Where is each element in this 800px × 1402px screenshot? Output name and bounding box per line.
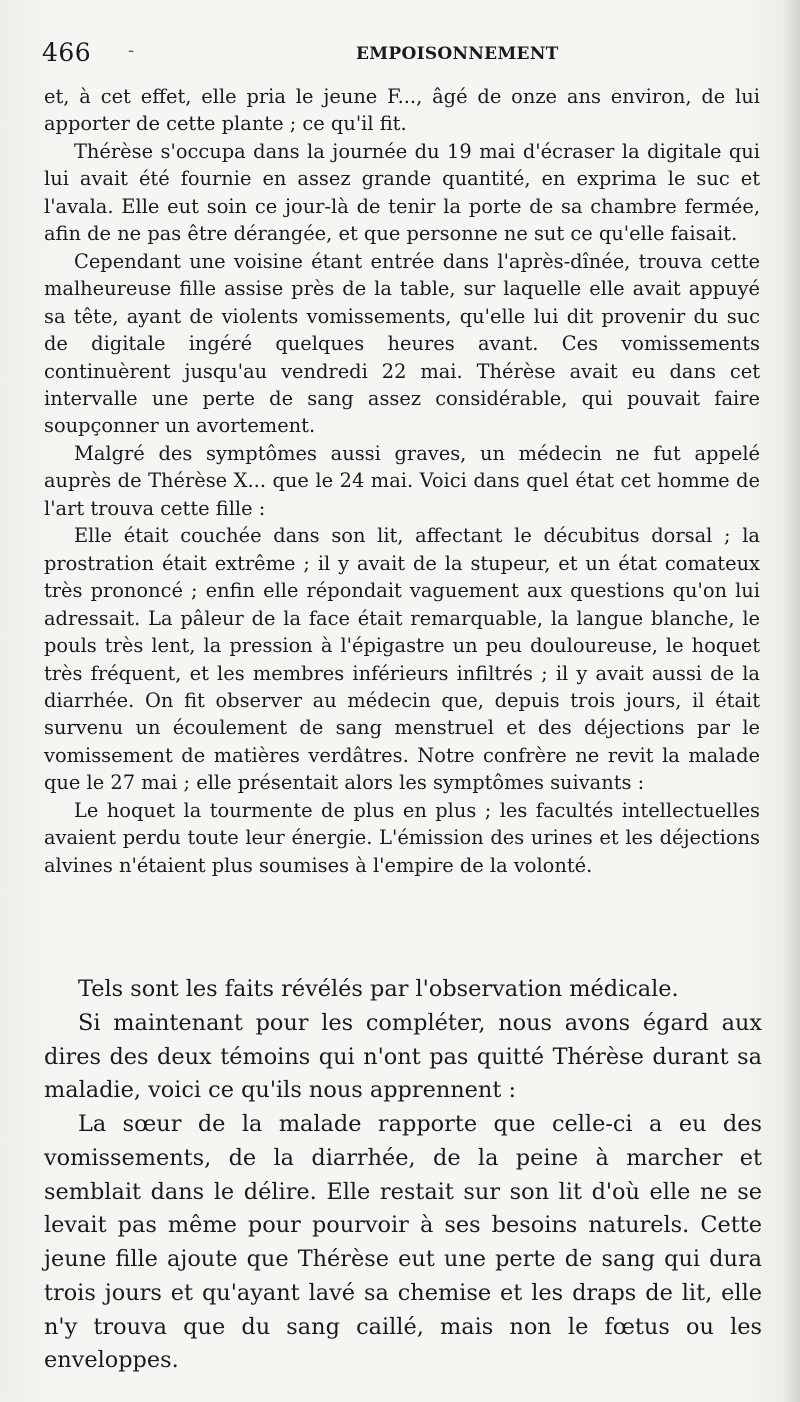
header-dash: -	[128, 40, 135, 61]
paragraph: Si maintenant pour les compléter, nous avons égard aux dires des deux témoins qui n'ont pas quitté Thérèse durant sa maladie, voici ce qu'ils nous apprennent :	[44, 1009, 762, 1104]
paragraph: Thérèse s'occupa dans la journée du 19 mai d'écraser la digitale qui lui avait été fournie en assez grande quantité, en exprima le suc et l'avala. Elle eut soin ce jour-là de tenir la porte de sa chambre fermée, afin de ne pas être dérangée, et que personne ne sut ce qu'elle faisait.	[44, 139, 760, 246]
paragraph: Malgré des symptômes aussi graves, un médecin ne fut appelé auprès de Thérèse X... que le 24 mai. Voici dans quel état cet homme de l'art trouva cette fille :	[44, 441, 760, 520]
spine-shadow	[782, 0, 800, 1402]
running-title: EMPOISONNEMENT	[356, 44, 559, 64]
paragraph: Le hoquet la tourmente de plus en plus ; les facultés intellectuelles avaient perdu toute leur énergie. L'émission des urines et les déjections alvines n'étaient plus soumises à l'empire de la volonté.	[44, 798, 760, 877]
paragraph: Elle était couchée dans son lit, affectant le décubitus dorsal ; la prostration était extrême ; il y avait de la stupeur, et un état comateux très prononcé ; enfin elle répondait vaguement aux questions qu'on lui adressait. La pâleur de la face était remarquable, la langue blanche, le pouls très lent, la pression à l'épigastre un peu douloureuse, le hoquet très fréquent, et les membres inférieurs infiltrés ; il y avait aussi de la diarrhée. On fit observer au médecin que, depuis trois jours, il était survenu un écoulement de sang menstruel et des déjections par le vomissement de matières verdâtres. Notre confrère ne revit la malade que le 27 mai ; elle présentait alors les symptômes suivants :	[44, 524, 760, 795]
paragraph: et, à cet effet, elle pria le jeune F..., âgé de onze ans environ, de lui apporter de cette plante ; ce qu'il fit.	[44, 85, 760, 136]
running-head	[42, 38, 762, 72]
paragraph: Cependant une voisine étant entrée dans l'après-dînée, trouva cette malheureuse fille assise près de la table, sur laquelle elle avait appuyé sa tête, ayant de violents vomissements, qu'elle lui dit provenir du suc de digitale ingéré quelques heures avant. Ces vomissements continuèrent jusqu'au vendredi 22 mai. Thérèse avait eu dans cet intervalle une perte de sang assez considérable, qui pouvait faire soupçonner un avortement.	[44, 249, 760, 438]
paragraph: Tels sont les faits révélés par l'observation médicale.	[78, 976, 679, 1002]
observation-text	[44, 83, 760, 879]
commentary-text	[44, 973, 762, 1378]
page-number: 466	[42, 38, 92, 67]
paragraph: La sœur de la malade rapporte que celle-ci a eu des vomissements, de la diarrhée, de la peine à marcher et semblait dans le délire. Elle restait sur son lit d'où elle ne se levait pas même pour pourvoir à ses besoins naturels. Cette jeune fille ajoute que Thérèse eut une perte de sang qui dura trois jours et qu'ayant lavé sa chemise et les draps de lit, elle n'y trouva que du sang caillé, mais non le fœtus ou les enveloppes.	[44, 1111, 762, 1374]
